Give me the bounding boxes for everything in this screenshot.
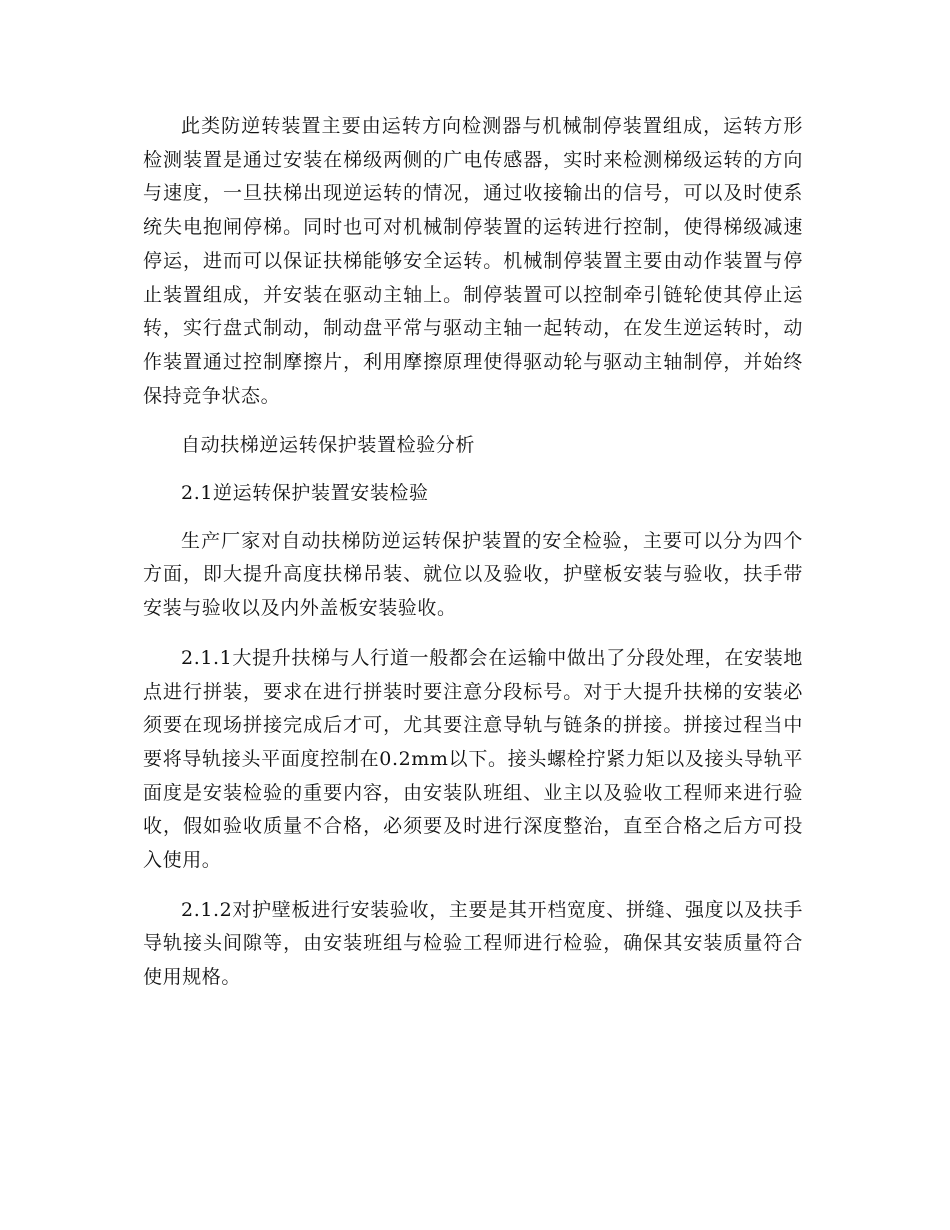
paragraph-manufacturer-inspection: 生产厂家对自动扶梯防逆运转保护装置的安全检验，主要可以分为四个方面，即大提升高度扶梯吊装、就位以及验收，护壁板安装与验收，扶手带安装与验收以及内外盖板安装验收。 [143,529,803,620]
subsection-heading-2-1: 2.1逆运转保护装置安装检验 [181,482,429,505]
paragraph-2-1-2: 2.1.2对护壁板进行安装验收，主要是其开档宽度、拼缝、强度以及扶手导轨接头间隙等，由安装班组与检验工程师进行检验，确保其安装质量符合使用规格。 [143,898,803,989]
paragraph-anti-reverse-device: 此类防逆转装置主要由运转方向检测器与机械制停装置组成，运转方形检测装置是通过安装在梯级两侧的广电传感器，实时来检测梯级运转的方向与速度，一旦扶梯出现逆运转的情况，通过收接输出的信号，可以及时使系统失电抱闸停梯。同时也可对机械制停装置的运转进行控制，使得梯级减速停运，进而可以保证扶梯能够安全运转。机械制停装置主要由动作装置与停止装置组成，并安装在驱动主轴上。制停装置可以控制牵引链轮使其停止运转，实行盘式制动，制动盘平常与驱动主轴一起转动，在发生逆运转时，动作装置通过控制摩擦片，利用摩擦原理使得驱动轮与驱动主轴制停，并始终保持竞争状态。 [143,115,803,407]
section-heading-inspection-analysis: 自动扶梯逆运转保护装置检验分析 [181,434,476,457]
paragraph-2-1-1: 2.1.1大提升扶梯与人行道一般都会在运输中做出了分段处理，在安装地点进行拼装，要求在进行拼装时要注意分段标号。对于大提升扶梯的安装必须要在现场拼接完成后才可，尤其要注意导轨与链条的拼接。拼接过程当中要将导轨接头平面度控制在0.2mm以下。接头螺栓拧紧力矩以及接头导轨平面度是安装检验的重要内容，由安装队班组、业主以及验收工程师来进行验收，假如验收质量不合格，必须要及时进行深度整治，直至合格之后方可投入使用。 [143,646,803,872]
document-page [143,110,803,995]
